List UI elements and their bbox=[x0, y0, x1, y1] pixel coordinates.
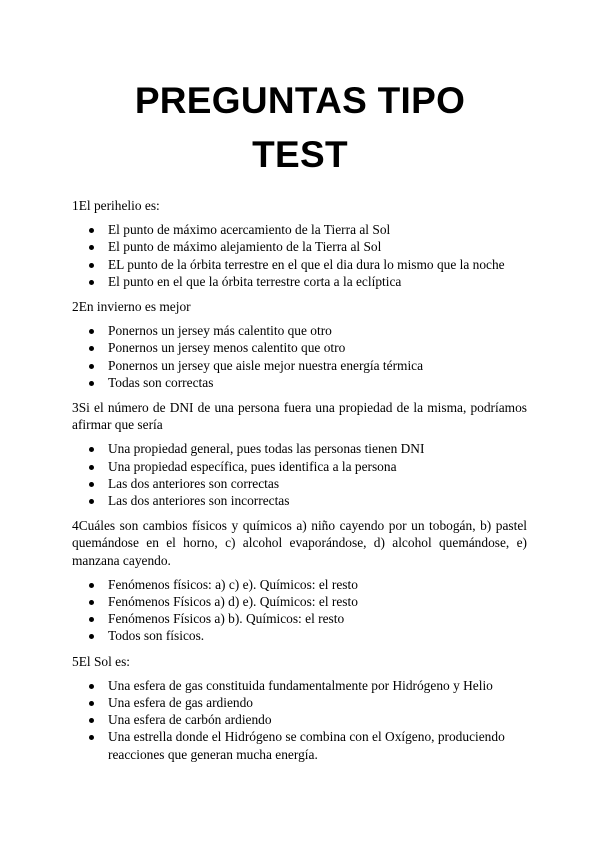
option-text: Todos son físicos. bbox=[108, 628, 205, 644]
bullet-icon bbox=[89, 280, 94, 285]
option-text: Fenómenos Físicos a) b). Químicos: el resto bbox=[108, 611, 345, 627]
bullet-icon bbox=[89, 701, 94, 706]
option-text: El punto en el que la órbita terrestre corta a la eclíptica bbox=[108, 273, 402, 289]
bullet-icon bbox=[89, 228, 94, 233]
bullet-icon bbox=[89, 583, 94, 588]
question-list bbox=[72, 197, 527, 771]
option-item bbox=[72, 610, 527, 627]
option-text: Fenómenos Físicos a) d) e). Químicos: el resto bbox=[108, 594, 358, 610]
bullet-icon bbox=[89, 381, 94, 386]
option-item bbox=[72, 694, 527, 711]
option-item bbox=[72, 458, 527, 475]
question-text: 2En invierno es mejor bbox=[72, 299, 191, 315]
option-item bbox=[72, 492, 527, 509]
option-item bbox=[72, 256, 527, 273]
question-block bbox=[72, 399, 527, 509]
option-item bbox=[72, 677, 527, 694]
question-block bbox=[72, 197, 527, 290]
option-item bbox=[72, 593, 527, 610]
option-list bbox=[72, 677, 527, 763]
option-text: Todas son correctas bbox=[108, 374, 214, 390]
bullet-icon bbox=[89, 600, 94, 605]
option-item bbox=[72, 357, 527, 374]
option-list bbox=[72, 440, 527, 509]
option-text: El punto de máximo acercamiento de la Tierra al Sol bbox=[108, 222, 391, 238]
bullet-icon bbox=[89, 735, 94, 740]
option-item bbox=[72, 711, 527, 728]
option-item bbox=[72, 475, 527, 492]
option-text: Las dos anteriores son incorrectas bbox=[108, 493, 290, 509]
option-list bbox=[72, 221, 527, 290]
option-item bbox=[72, 576, 527, 593]
option-list bbox=[72, 576, 527, 645]
option-item bbox=[72, 273, 527, 290]
bullet-icon bbox=[89, 346, 94, 351]
option-item bbox=[72, 627, 527, 644]
option-text: Ponernos un jersey más calentito que otro bbox=[108, 323, 332, 339]
option-text: El punto de máximo alejamiento de la Tierra al Sol bbox=[108, 239, 382, 255]
option-text: Las dos anteriores son correctas bbox=[108, 475, 280, 491]
option-text: Una propiedad específica, pues identifica a la persona bbox=[108, 458, 397, 474]
option-item bbox=[72, 221, 527, 238]
option-text: Una propiedad general, pues todas las personas tienen DNI bbox=[108, 441, 425, 457]
bullet-icon bbox=[89, 465, 94, 470]
page-title bbox=[0, 74, 600, 182]
option-text: Ponernos un jersey que aisle mejor nuestra energía térmica bbox=[108, 357, 424, 373]
option-list bbox=[72, 322, 527, 391]
bullet-icon bbox=[89, 482, 94, 487]
question-text: 4Cuáles son cambios físicos y químicos a) niño cayendo por un tobogán, b) pastel quemándose en el horno, c) alcohol evaporándose, d) alcohol quemándose, e) manzana cayendo. bbox=[72, 518, 527, 568]
question-block bbox=[72, 517, 527, 644]
option-item bbox=[72, 374, 527, 391]
option-text: Ponernos un jersey menos calentito que otro bbox=[108, 340, 346, 356]
bullet-icon bbox=[89, 245, 94, 250]
option-text: EL punto de la órbita terrestre en el que el dia dura lo mismo que la noche bbox=[108, 256, 505, 272]
bullet-icon bbox=[89, 684, 94, 689]
option-item bbox=[72, 238, 527, 255]
title-line-2: TEST bbox=[252, 134, 348, 175]
option-text: Una esfera de carbón ardiendo bbox=[108, 712, 272, 728]
title-line-1: PREGUNTAS TIPO bbox=[134, 80, 466, 121]
bullet-icon bbox=[89, 718, 94, 723]
option-item bbox=[72, 322, 527, 339]
option-text: Una estrella donde el Hidrógeno se combina con el Oxígeno, produciendo reacciones que generan mucha energía. bbox=[108, 729, 505, 762]
question-block bbox=[72, 298, 527, 391]
bullet-icon bbox=[89, 499, 94, 504]
option-item bbox=[72, 339, 527, 356]
question-text: 5El Sol es: bbox=[72, 653, 131, 669]
option-item bbox=[72, 440, 527, 457]
question-block bbox=[72, 653, 527, 763]
bullet-icon bbox=[89, 617, 94, 622]
bullet-icon bbox=[89, 634, 94, 639]
bullet-icon bbox=[89, 447, 94, 452]
bullet-icon bbox=[89, 364, 94, 369]
option-item bbox=[72, 728, 527, 762]
question-text: 3Si el número de DNI de una persona fuera una propiedad de la misma, podríamos afirmar que sería bbox=[72, 400, 527, 433]
question-text: 1El perihelio es: bbox=[72, 198, 160, 213]
bullet-icon bbox=[89, 263, 94, 268]
bullet-icon bbox=[89, 329, 94, 334]
option-text: Una esfera de gas ardiendo bbox=[108, 695, 253, 711]
option-text: Fenómenos físicos: a) c) e). Químicos: el resto bbox=[108, 576, 358, 592]
option-text: Una esfera de gas constituida fundamentalmente por Hidrógeno y Helio bbox=[108, 677, 493, 693]
